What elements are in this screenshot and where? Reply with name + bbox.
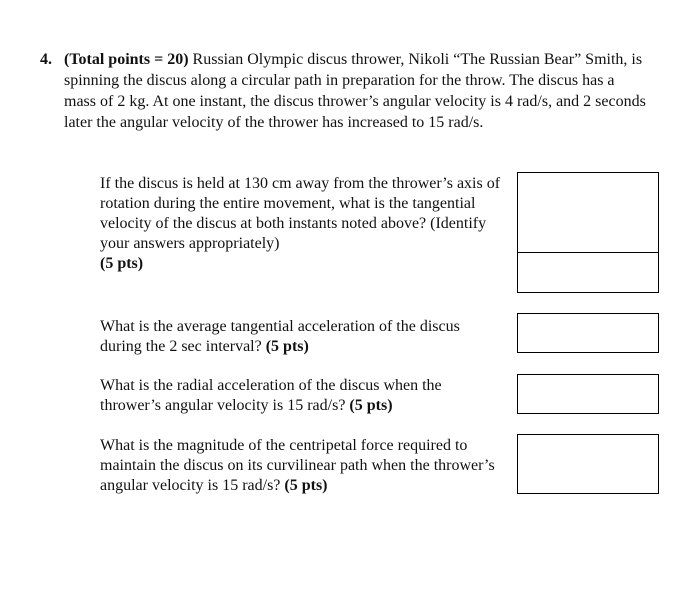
answer-box-1a[interactable] [517,172,659,253]
question-3-points: (5 pts) [349,397,393,414]
answer-box-2[interactable] [517,313,659,353]
problem-statement [40,49,650,133]
question-2 [100,317,505,357]
answer-box-4[interactable] [517,434,659,494]
answer-box-1b[interactable] [517,252,659,293]
question-2-points: (5 pts) [265,338,309,355]
problem-body: Russian Olympic discus thrower, Nikoli “The Russian Bear” Smith, is spinning the discus along a circular path in preparation for the throw. The discus has a mass of 2 kg. At one instant, the discus thrower’s angular velocity is 4 rad/s, and 2 seconds later the angular velocity of the thrower has increased to 15 rad/s. [64,51,646,131]
question-1-text: If the discus is held at 130 cm away from the thrower’s axis of rotation during the entire movement, what is the tangential velocity of the discus at both instants noted above? (Identify your answers appropriately) [100,175,501,252]
total-points-label: (Total points = 20) [64,51,189,68]
question-1-points: (5 pts) [100,255,144,272]
question-4 [100,436,505,496]
question-2-text: What is the average tangential acceleration of the discus during the 2 sec interval? [100,318,460,355]
question-1 [100,174,505,274]
question-3-text: What is the radial acceleration of the discus when the thrower’s angular velocity is 15 rad/s? [100,377,442,414]
answer-box-3[interactable] [517,374,659,414]
question-4-text: What is the magnitude of the centripetal force required to maintain the discus on its curvilinear path when the thrower’s angular velocity is 15 rad/s? [100,437,495,494]
problem-number: 4. [40,51,52,68]
problem-text [64,49,650,133]
question-3 [100,376,505,416]
question-4-points: (5 pts) [284,477,328,494]
